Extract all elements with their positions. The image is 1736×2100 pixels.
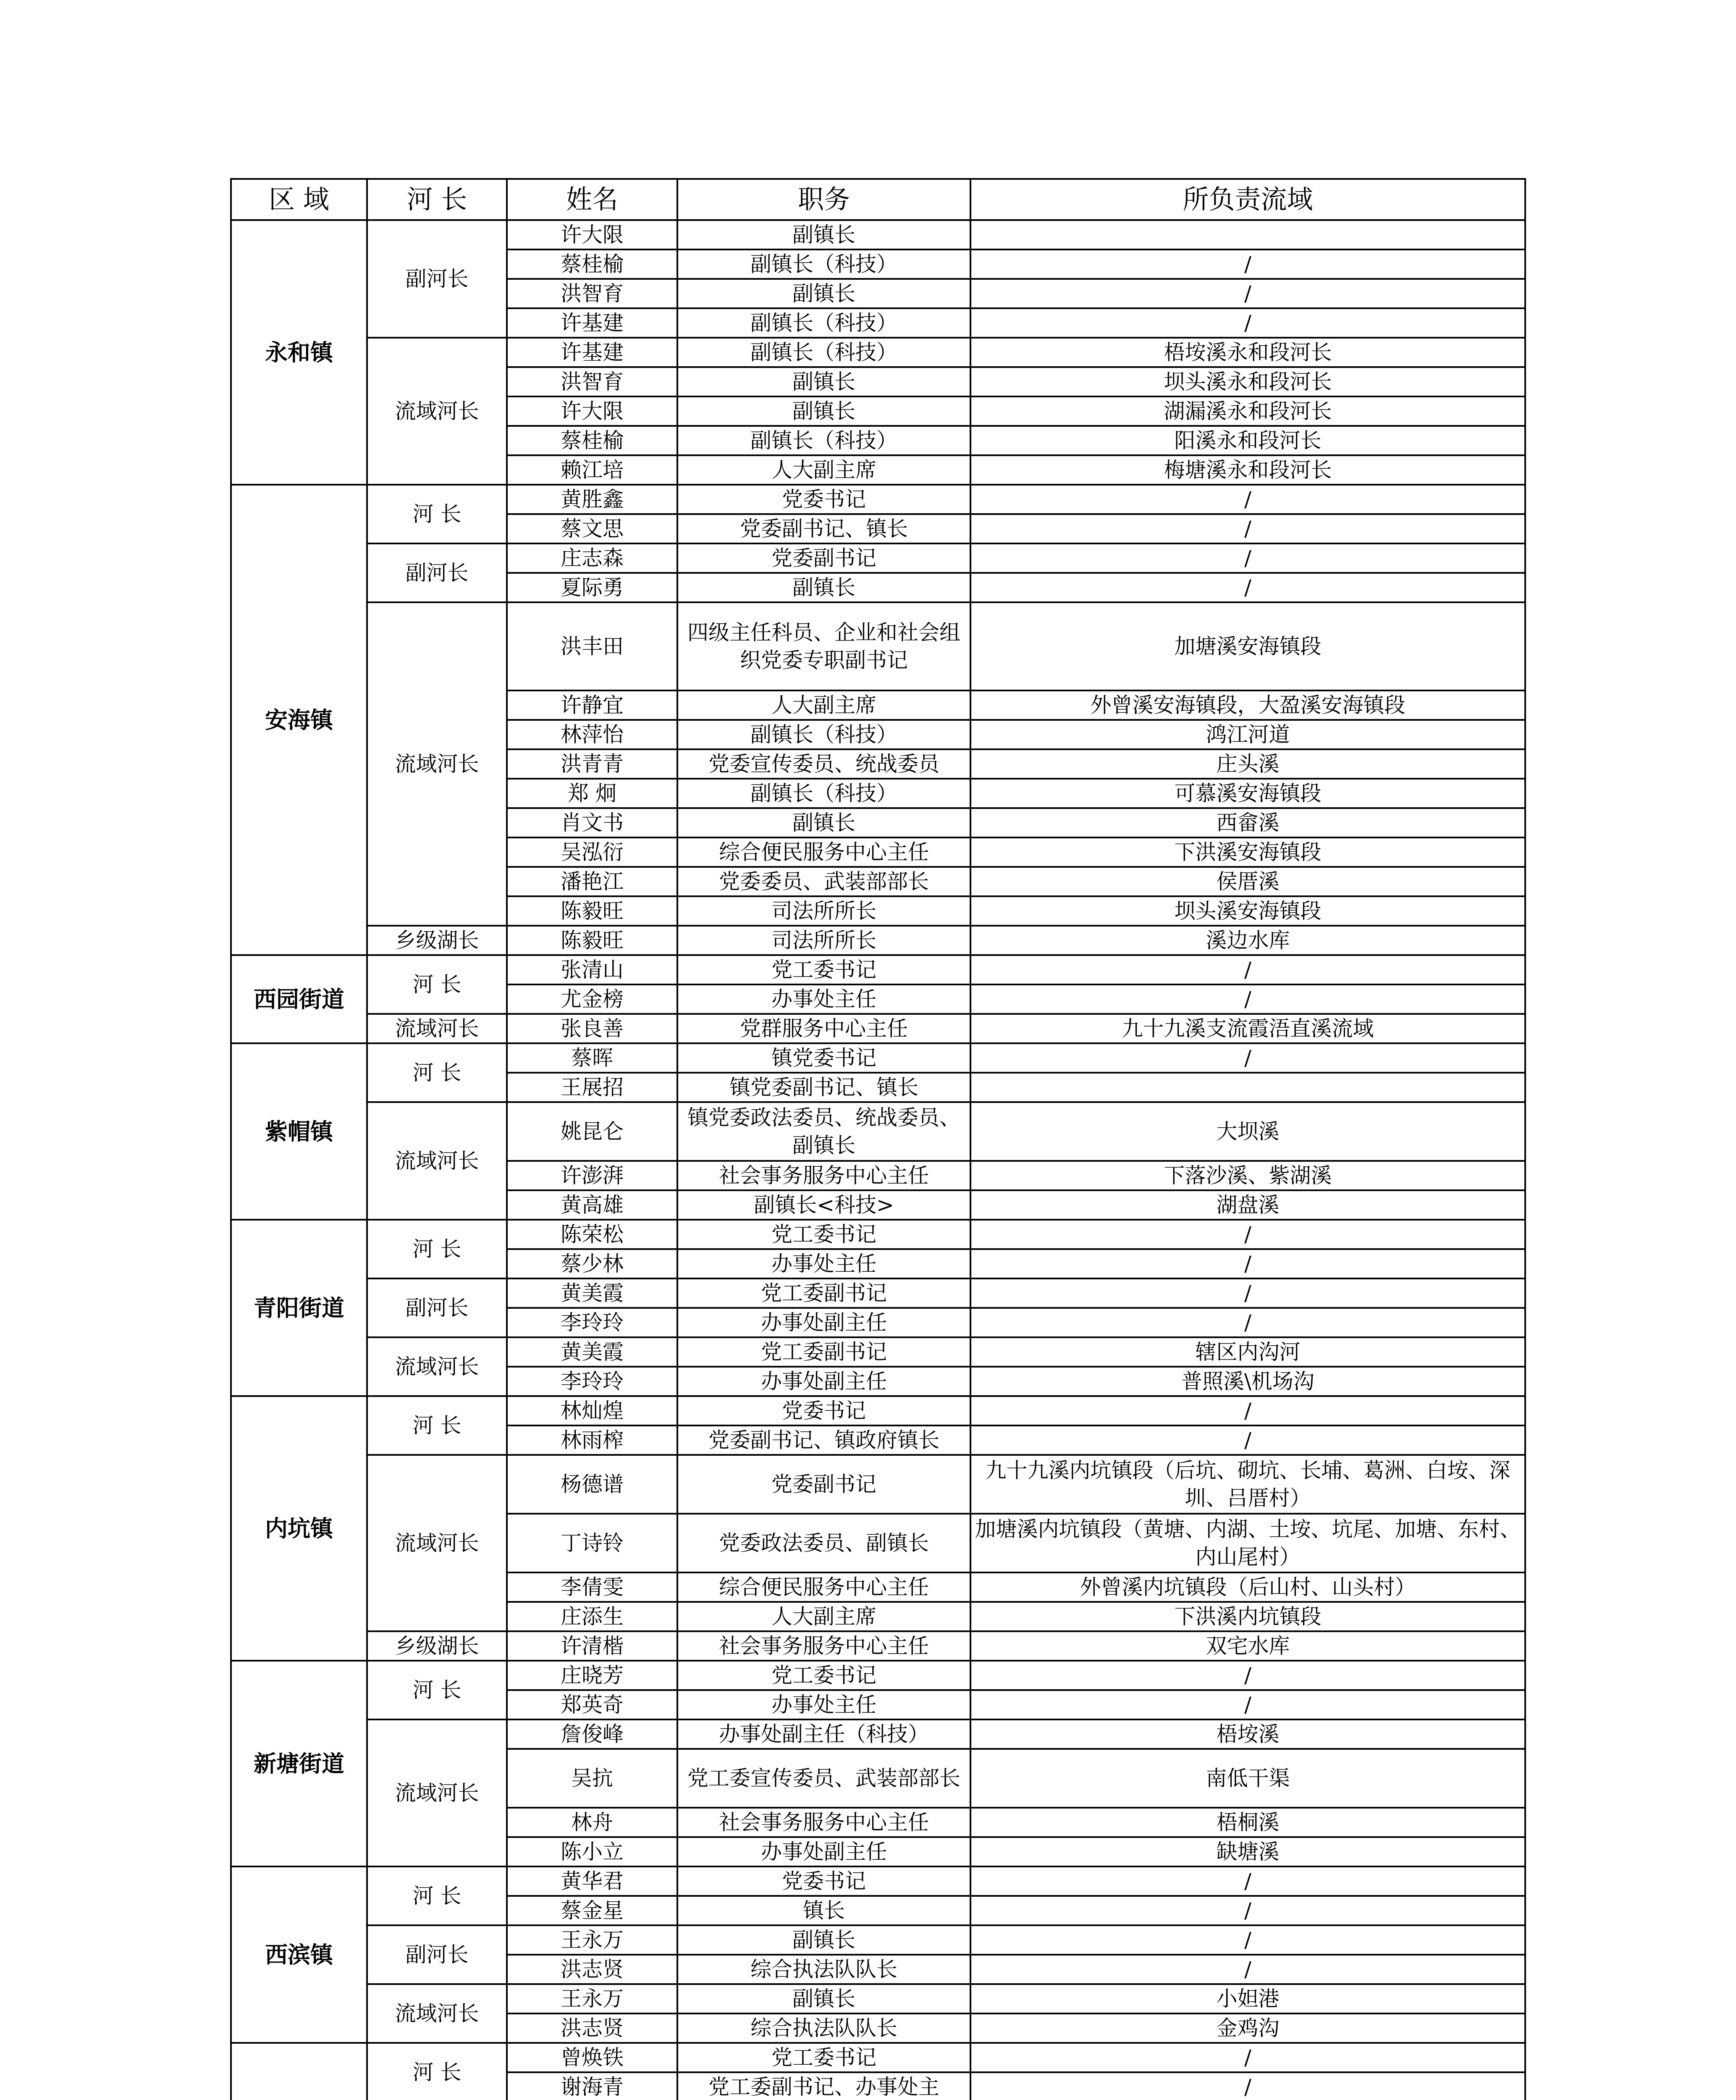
name-cell: 陈小立 — [507, 1837, 677, 1866]
duty-cell: 副镇长（科技） — [677, 779, 970, 808]
basin-cell: 加塘溪内坑镇段（黄塘、内湖、土垵、坑尾、加塘、东村、内山尾村） — [970, 1514, 1525, 1572]
header-name: 姓名 — [507, 179, 677, 220]
role-cell: 副河长 — [367, 543, 507, 602]
name-cell: 蔡桂榆 — [507, 249, 677, 279]
basin-cell: 下洪溪安海镇段 — [970, 837, 1525, 867]
duty-cell: 社会事务服务中心主任 — [677, 1808, 970, 1837]
region-cell: 西园街道 — [231, 955, 367, 1043]
region-cell: 内坑镇 — [231, 1396, 367, 1661]
duty-cell: 党工委宣传委员、武装部部长 — [677, 1749, 970, 1808]
name-cell: 洪志贤 — [507, 1955, 677, 1984]
basin-cell: 下洪溪内坑镇段 — [970, 1602, 1525, 1631]
duty-cell: 副镇长 — [677, 396, 970, 426]
duty-cell: 综合便民服务中心主任 — [677, 1572, 970, 1602]
name-cell: 许基建 — [507, 308, 677, 338]
duty-cell: 党工委书记 — [677, 2043, 970, 2072]
role-cell: 流域河长 — [367, 1455, 507, 1631]
duty-cell: 社会事务服务中心主任 — [677, 1161, 970, 1190]
duty-cell: 副镇长（科技） — [677, 720, 970, 749]
duty-cell: 副镇长（科技） — [677, 338, 970, 367]
basin-cell: 九十九溪支流霞浯直溪流域 — [970, 1014, 1525, 1043]
name-cell: 洪丰田 — [507, 602, 677, 690]
table-row — [231, 338, 1525, 367]
name-cell: 陈毅旺 — [507, 896, 677, 926]
basin-cell: 外曾溪安海镇段，大盈溪安海镇段 — [970, 690, 1525, 720]
duty-cell: 副镇长 — [677, 279, 970, 308]
duty-cell: 综合执法队队长 — [677, 2013, 970, 2043]
duty-cell: 副镇长 — [677, 808, 970, 837]
name-cell: 丁诗铃 — [507, 1514, 677, 1572]
region-cell: 青阳街道 — [231, 1220, 367, 1396]
basin-cell: / — [970, 1425, 1525, 1455]
duty-cell: 党委宣传委员、统战委员 — [677, 749, 970, 779]
name-cell: 林萍怡 — [507, 720, 677, 749]
table-body — [231, 220, 1525, 2100]
name-cell: 洪智育 — [507, 367, 677, 396]
role-cell: 河 长 — [367, 1043, 507, 1102]
name-cell: 庄晓芳 — [507, 1661, 677, 1690]
basin-cell: / — [970, 955, 1525, 984]
basin-cell: 坝头溪安海镇段 — [970, 896, 1525, 926]
duty-cell: 党委书记 — [677, 1396, 970, 1425]
basin-cell: / — [970, 2043, 1525, 2072]
table-row — [231, 1661, 1525, 1690]
name-cell: 许大限 — [507, 396, 677, 426]
basin-cell: 阳溪永和段河长 — [970, 426, 1525, 455]
basin-cell: 双宅水库 — [970, 1631, 1525, 1661]
basin-cell: / — [970, 308, 1525, 338]
duty-cell: 党委书记 — [677, 1866, 970, 1896]
name-cell: 郑 炯 — [507, 779, 677, 808]
basin-cell: / — [970, 1896, 1525, 1925]
name-cell: 蔡少林 — [507, 1249, 677, 1278]
name-cell: 许静宜 — [507, 690, 677, 720]
basin-cell: 下落沙溪、紫湖溪 — [970, 1161, 1525, 1190]
region-cell: 安海镇 — [231, 485, 367, 955]
name-cell: 王展招 — [507, 1073, 677, 1102]
name-cell: 李玲玲 — [507, 1308, 677, 1337]
basin-cell: / — [970, 1220, 1525, 1249]
name-cell: 许大限 — [507, 220, 677, 249]
basin-cell — [970, 220, 1525, 249]
duty-cell: 办事处主任 — [677, 1249, 970, 1278]
role-cell: 河 长 — [367, 1220, 507, 1278]
header-region: 区 域 — [231, 179, 367, 220]
basin-cell: / — [970, 1955, 1525, 1984]
duty-cell: 党委副书记、镇政府镇长 — [677, 1425, 970, 1455]
duty-cell: 党工委书记 — [677, 1220, 970, 1249]
name-cell: 赖江培 — [507, 455, 677, 485]
name-cell: 谢海青 — [507, 2072, 677, 2100]
basin-cell: / — [970, 279, 1525, 308]
basin-cell: 梧垵溪 — [970, 1719, 1525, 1749]
role-cell: 流域河长 — [367, 338, 507, 485]
basin-cell: 加塘溪安海镇段 — [970, 602, 1525, 690]
name-cell: 许澎湃 — [507, 1161, 677, 1190]
basin-cell: / — [970, 1249, 1525, 1278]
duty-cell: 党工委书记 — [677, 955, 970, 984]
duty-cell: 党群服务中心主任 — [677, 1014, 970, 1043]
duty-cell: 党工委副书记 — [677, 1278, 970, 1308]
role-cell: 河 长 — [367, 1661, 507, 1719]
duty-cell: 办事处副主任 — [677, 1367, 970, 1396]
basin-cell: 湖盘溪 — [970, 1190, 1525, 1220]
duty-cell: 党委书记 — [677, 485, 970, 514]
name-cell: 林雨榨 — [507, 1425, 677, 1455]
table-row — [231, 1455, 1525, 1514]
duty-cell: 综合执法队队长 — [677, 1955, 970, 1984]
table-row — [231, 1102, 1525, 1161]
table-row — [231, 602, 1525, 690]
duty-cell: 副镇长 — [677, 1984, 970, 2013]
table-row — [231, 1043, 1525, 1073]
role-cell: 乡级湖长 — [367, 926, 507, 955]
role-cell: 副河长 — [367, 220, 507, 338]
region-cell: 紫帽镇 — [231, 1043, 367, 1220]
basin-cell: 九十九溪内坑镇段（后坑、砌坑、长埔、葛洲、白垵、深圳、吕厝村） — [970, 1455, 1525, 1514]
basin-cell: / — [970, 2072, 1525, 2100]
name-cell: 潘艳江 — [507, 867, 677, 896]
header-chief: 河 长 — [367, 179, 507, 220]
name-cell: 张清山 — [507, 955, 677, 984]
role-cell: 流域河长 — [367, 1337, 507, 1396]
role-cell: 副河长 — [367, 1278, 507, 1337]
duty-cell: 司法所所长 — [677, 926, 970, 955]
name-cell: 夏际勇 — [507, 573, 677, 602]
name-cell: 林舟 — [507, 1808, 677, 1837]
region-cell: 永和镇 — [231, 220, 367, 485]
basin-cell: 庄头溪 — [970, 749, 1525, 779]
header-basin: 所负责流域 — [970, 179, 1525, 220]
duty-cell: 党委副书记 — [677, 543, 970, 573]
table-row — [231, 1337, 1525, 1367]
role-cell: 河 长 — [367, 2043, 507, 2100]
duty-cell: 党委委员、武装部部长 — [677, 867, 970, 896]
duty-cell: 副镇长（科技） — [677, 308, 970, 338]
name-cell: 洪志贤 — [507, 2013, 677, 2043]
name-cell: 吴泓衍 — [507, 837, 677, 867]
table-row — [231, 1396, 1525, 1425]
table-row — [231, 955, 1525, 984]
duty-cell: 办事处副主任 — [677, 1308, 970, 1337]
basin-cell: / — [970, 573, 1525, 602]
name-cell: 杨德谱 — [507, 1455, 677, 1514]
name-cell: 李倩雯 — [507, 1572, 677, 1602]
name-cell: 林灿煌 — [507, 1396, 677, 1425]
duty-cell: 党委副书记、镇长 — [677, 514, 970, 543]
region-cell: 新塘街道 — [231, 1661, 367, 1866]
basin-cell: / — [970, 543, 1525, 573]
basin-cell: / — [970, 514, 1525, 543]
role-cell: 河 长 — [367, 1866, 507, 1925]
name-cell: 曾焕铁 — [507, 2043, 677, 2072]
name-cell: 李玲玲 — [507, 1367, 677, 1396]
name-cell: 王永万 — [507, 1984, 677, 2013]
role-cell: 流域河长 — [367, 1014, 507, 1043]
basin-cell: / — [970, 1866, 1525, 1896]
name-cell: 陈荣松 — [507, 1220, 677, 1249]
basin-cell: / — [970, 249, 1525, 279]
name-cell: 黄高雄 — [507, 1190, 677, 1220]
basin-cell: 鸿江河道 — [970, 720, 1525, 749]
name-cell: 肖文书 — [507, 808, 677, 837]
name-cell: 郑英奇 — [507, 1690, 677, 1719]
name-cell: 蔡桂榆 — [507, 426, 677, 455]
name-cell: 许清楷 — [507, 1631, 677, 1661]
basin-cell: / — [970, 1043, 1525, 1073]
header-duty: 职务 — [677, 179, 970, 220]
role-cell: 乡级湖长 — [367, 1631, 507, 1661]
basin-cell: / — [970, 1308, 1525, 1337]
name-cell: 蔡晖 — [507, 1043, 677, 1073]
role-cell: 河 长 — [367, 955, 507, 1014]
duty-cell: 副镇长<科技> — [677, 1190, 970, 1220]
role-cell: 流域河长 — [367, 602, 507, 926]
table-row — [231, 485, 1525, 514]
basin-cell: / — [970, 1278, 1525, 1308]
duty-cell: 党工委书记 — [677, 1661, 970, 1690]
table-row — [231, 2043, 1525, 2072]
name-cell: 黄华君 — [507, 1866, 677, 1896]
name-cell: 张良善 — [507, 1014, 677, 1043]
duty-cell: 党委副书记 — [677, 1455, 970, 1514]
basin-cell: / — [970, 1925, 1525, 1955]
basin-cell: 溪边水库 — [970, 926, 1525, 955]
basin-cell: / — [970, 1396, 1525, 1425]
name-cell: 蔡金星 — [507, 1896, 677, 1925]
role-cell: 流域河长 — [367, 1984, 507, 2043]
duty-cell: 社会事务服务中心主任 — [677, 1631, 970, 1661]
table-header-row — [231, 179, 1525, 220]
table-row — [231, 1866, 1525, 1896]
duty-cell: 党委政法委员、副镇长 — [677, 1514, 970, 1572]
name-cell: 吴抗 — [507, 1749, 677, 1808]
duty-cell: 司法所所长 — [677, 896, 970, 926]
basin-cell: 缺塘溪 — [970, 1837, 1525, 1866]
duty-cell: 四级主任科员、企业和社会组织党委专职副书记 — [677, 602, 970, 690]
basin-cell: 普照溪\机场沟 — [970, 1367, 1525, 1396]
name-cell: 尤金榜 — [507, 984, 677, 1014]
role-cell: 河 长 — [367, 1396, 507, 1455]
basin-cell: 梧垵溪永和段河长 — [970, 338, 1525, 367]
basin-cell: 金鸡沟 — [970, 2013, 1525, 2043]
table-row — [231, 1014, 1525, 1043]
name-cell: 黄胜鑫 — [507, 485, 677, 514]
duty-cell: 副镇长 — [677, 1925, 970, 1955]
name-cell: 黄美霞 — [507, 1278, 677, 1308]
basin-cell: 西畲溪 — [970, 808, 1525, 837]
basin-cell: 坝头溪永和段河长 — [970, 367, 1525, 396]
duty-cell: 办事处主任 — [677, 1690, 970, 1719]
region-cell — [231, 2043, 367, 2100]
basin-cell: 梅塘溪永和段河长 — [970, 455, 1525, 485]
name-cell: 庄志森 — [507, 543, 677, 573]
table-row — [231, 220, 1525, 249]
basin-cell — [970, 1073, 1525, 1102]
role-cell: 河 长 — [367, 485, 507, 543]
basin-cell: / — [970, 1661, 1525, 1690]
basin-cell: 大坝溪 — [970, 1102, 1525, 1161]
basin-cell: 侯厝溪 — [970, 867, 1525, 896]
duty-cell: 党工委副书记、办事处主 — [677, 2072, 970, 2100]
basin-cell: 可慕溪安海镇段 — [970, 779, 1525, 808]
name-cell: 洪青青 — [507, 749, 677, 779]
river-chief-table — [230, 178, 1526, 2100]
table-row — [231, 1220, 1525, 1249]
duty-cell: 镇长 — [677, 1896, 970, 1925]
duty-cell: 办事处副主任 — [677, 1837, 970, 1866]
table-row — [231, 1719, 1525, 1749]
role-cell: 流域河长 — [367, 1102, 507, 1220]
duty-cell: 副镇长 — [677, 367, 970, 396]
role-cell: 流域河长 — [367, 1719, 507, 1866]
region-cell: 西滨镇 — [231, 1866, 367, 2043]
duty-cell: 镇党委书记 — [677, 1043, 970, 1073]
duty-cell: 人大副主席 — [677, 455, 970, 485]
basin-cell: / — [970, 984, 1525, 1014]
duty-cell: 镇党委政法委员、统战委员、副镇长 — [677, 1102, 970, 1161]
role-cell: 副河长 — [367, 1925, 507, 1984]
basin-cell: 梧桐溪 — [970, 1808, 1525, 1837]
table-row — [231, 1631, 1525, 1661]
basin-cell: / — [970, 1690, 1525, 1719]
basin-cell: 湖漏溪永和段河长 — [970, 396, 1525, 426]
duty-cell: 党工委副书记 — [677, 1337, 970, 1367]
duty-cell: 人大副主席 — [677, 1602, 970, 1631]
name-cell: 詹俊峰 — [507, 1719, 677, 1749]
table-row — [231, 1925, 1525, 1955]
duty-cell: 镇党委副书记、镇长 — [677, 1073, 970, 1102]
duty-cell: 办事处副主任（科技） — [677, 1719, 970, 1749]
table-row — [231, 926, 1525, 955]
table-row — [231, 1984, 1525, 2013]
duty-cell: 副镇长 — [677, 573, 970, 602]
duty-cell: 副镇长（科技） — [677, 426, 970, 455]
duty-cell: 人大副主席 — [677, 690, 970, 720]
name-cell: 黄美霞 — [507, 1337, 677, 1367]
name-cell: 陈毅旺 — [507, 926, 677, 955]
duty-cell: 副镇长（科技） — [677, 249, 970, 279]
duty-cell: 办事处主任 — [677, 984, 970, 1014]
name-cell: 庄添生 — [507, 1602, 677, 1631]
name-cell: 许基建 — [507, 338, 677, 367]
basin-cell: / — [970, 485, 1525, 514]
name-cell: 蔡文思 — [507, 514, 677, 543]
basin-cell: 外曾溪内坑镇段（后山村、山头村） — [970, 1572, 1525, 1602]
name-cell: 洪智育 — [507, 279, 677, 308]
basin-cell: 小妲港 — [970, 1984, 1525, 2013]
duty-cell: 综合便民服务中心主任 — [677, 837, 970, 867]
basin-cell: 辖区内沟河 — [970, 1337, 1525, 1367]
name-cell: 姚昆仑 — [507, 1102, 677, 1161]
table-row — [231, 1278, 1525, 1308]
name-cell: 王永万 — [507, 1925, 677, 1955]
basin-cell: 南低干渠 — [970, 1749, 1525, 1808]
table-row — [231, 543, 1525, 573]
duty-cell: 副镇长 — [677, 220, 970, 249]
